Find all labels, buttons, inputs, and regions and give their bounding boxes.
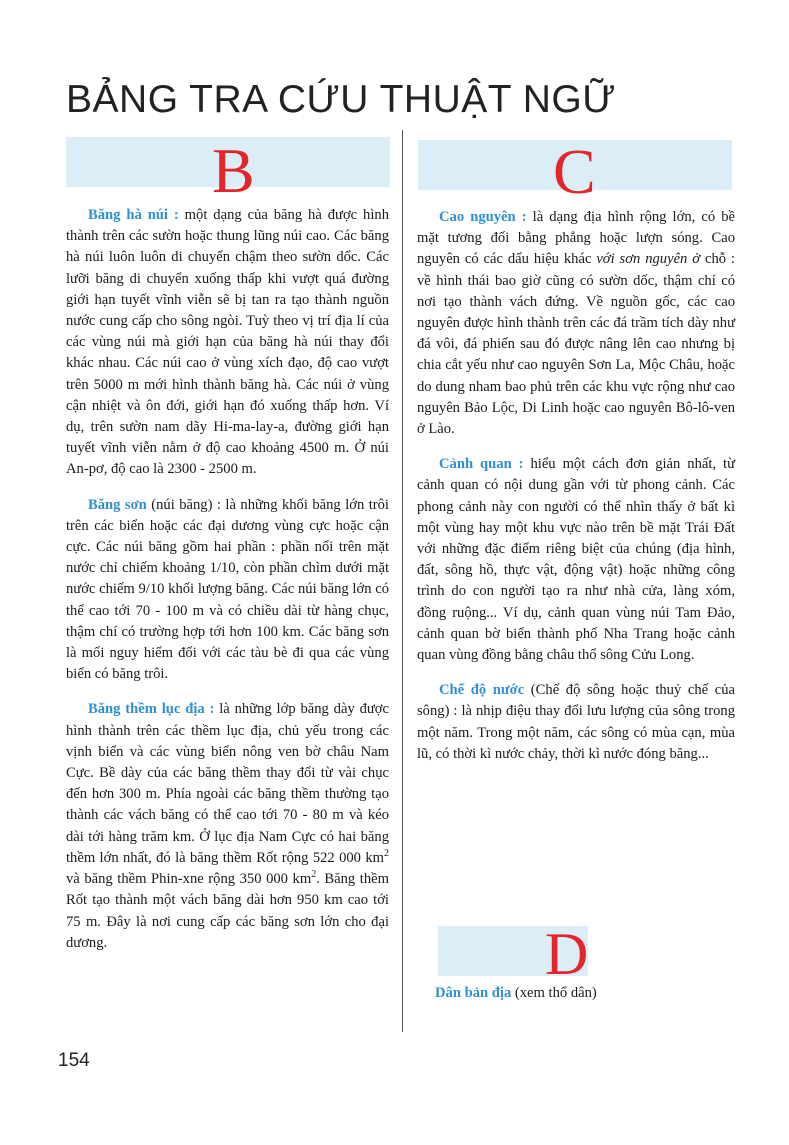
entry-term: Cảnh quan :: [439, 456, 524, 473]
superscript: 2: [384, 848, 389, 860]
superscript: 2: [311, 869, 317, 881]
entry-term: Dân bản địa: [435, 985, 512, 1001]
entry-text: chỗ : về hình thái bao giờ cũng có sườn dốc, thậm chí có nơi tạo thành vách đứng. Về nguồn gốc, các cao nguyên được hình thành trên các đá trầm tích dày như đá vôi, đá phiến sau đó được nâng lên cao nhưng bị chia cắt yếu như cao nguyên Sơn La, Mộc Châu, hoặc do dung nham bao phủ trên các khu vực rộng như cao nguyên Bảo Lộc, Di Linh hoặc cao nguyên Bô-lô-ven ở Lào.: [417, 251, 735, 438]
entry-text: hiểu một cách đơn giản nhất, từ cảnh quan có nội dung gần với từ phong cảnh. Các phong cảnh này con người có thể nhìn thấy ở bất kì một vùng hay một khu vực nào trên bề mặt Trái Đất với những đặc điểm riêng biệt của chúng (địa hình, đất, sông hồ, thực vật, động vật) hoặc những công trình do con người tạo ra như nhà cửa, làng xóm, đồng ruộng... Ví dụ, cảnh quan vùng núi Tam Đảo, cảnh quan bờ biển thành phố Nha Trang hoặc cảnh quan vùng đồng bằng châu thổ sông Cửu Long.: [417, 456, 735, 664]
section-d-entries: [417, 983, 735, 1018]
column-divider: [402, 130, 403, 1032]
glossary-entry: [417, 680, 735, 765]
glossary-entry: [66, 205, 389, 481]
entry-term: Băng hà núi :: [88, 207, 179, 223]
entry-text: là những lớp băng dày được hình thành trên các thềm lục địa, chủ yếu trong các vịnh biển và các vùng biển nông ven bờ châu Nam Cực. Bề dày của các băng thềm thay đổi từ vài chục đến hơn 300 m. Phía ngoài các băng thềm thường tạo thành các vách băng có thể cao tới 70 - 80 m và kéo dài tới hàng trăm km. Ở lục địa Nam Cực có hai băng thềm lớn nhất, đó là băng thềm Rốt rộng 522 000 km: [66, 701, 389, 866]
entry-text-italic: với sơn nguyên ở: [596, 251, 701, 268]
section-d-letter: D: [545, 921, 589, 987]
glossary-entry: [417, 454, 735, 666]
glossary-entry: [417, 983, 735, 1004]
entry-term: Cao nguyên :: [439, 209, 527, 225]
column-right: [417, 207, 735, 779]
entry-text: một dạng của băng hà được hình thành trên các sườn hoặc thung lũng núi cao. Các băng hà núi luôn luôn di chuyển chậm theo sườn dốc. Các lưỡi băng di chuyển xuống thấp khi vượt quá đường giới hạn tuyết vĩnh viễn sẽ bị tan ra tạo thành nguồn nước cung cấp cho sông ngòi. Tuỳ theo vị trí địa lí của các vùng núi mà giới hạn của băng hà núi thay đổi khác nhau. Các núi cao ở vùng xích đạo, độ cao vượt trên 5000 m mới hình thành băng hà. Các núi ở vùng cận nhiệt và ôn đới, giới hạn đó xuống thấp hơn. Ví dụ, trên sườn nam dãy Hi-ma-lay-a, đường giới hạn tuyết vĩnh viễn nằm ở độ cao khoảng 4500 m. Ở núi An-pơ, độ cao là 2300 - 2500 m.: [66, 207, 389, 478]
glossary-entry: [66, 699, 389, 953]
entry-text: và băng thềm Phin-xne rộng 350 000 km: [66, 871, 312, 888]
column-left: [66, 205, 389, 968]
entry-text: (xem thổ dân): [511, 985, 597, 1001]
entry-text: (núi băng) : là những khối băng lớn trôi trên các biển hoặc các đại dương vùng cực hoặc cận cực. Các núi băng gồm hai phần : phần nổi trên mặt nước chỉ chiếm khoảng 1/10, còn phần chìm dưới mặt nước chiếm 9/10 khối lượng băng. Các núi băng lớn có thể cao tới 70 - 100 m và có chiều dài từ hàng chục, thậm chí có trường hợp tới hơn 100 km. Các băng sơn là mối nguy hiểm đối với các tàu bè đi qua các vùng biển có băng trôi.: [66, 496, 389, 683]
entry-text: (Chế độ sông hoặc thuỷ chế của sông) : là nhịp điệu thay đổi lưu lượng của sông trong một năm. Trong một năm, các sông có mùa cạn, mùa lũ, có thời kì nước chảy, thời kì nước đóng băng...: [417, 682, 735, 762]
entry-term: Băng sơn: [88, 496, 147, 513]
entry-term: Chế độ nước: [439, 682, 525, 699]
section-c-letter: C: [553, 136, 596, 207]
entry-text: . Băng thềm Rốt tạo thành một vách băng dài hơn 950 km cao tới 75 m. Đây là nơi cung cấp các băng sơn lớn cho đại dương.: [66, 871, 389, 951]
section-b-letter: B: [212, 135, 255, 206]
glossary-entry: [417, 207, 735, 440]
page-title: BẢNG TRA CỨU THUẬT NGỮ: [66, 78, 617, 121]
page-number: 154: [58, 1050, 90, 1071]
entry-text: là dạng địa hình rộng lớn, có bề mặt tương đối bằng phẳng hoặc lượn sóng. Cao nguyên có các dấu hiệu khác: [417, 209, 735, 268]
entry-term: Băng thềm lục địa :: [88, 701, 215, 718]
glossary-entry: [66, 495, 389, 686]
